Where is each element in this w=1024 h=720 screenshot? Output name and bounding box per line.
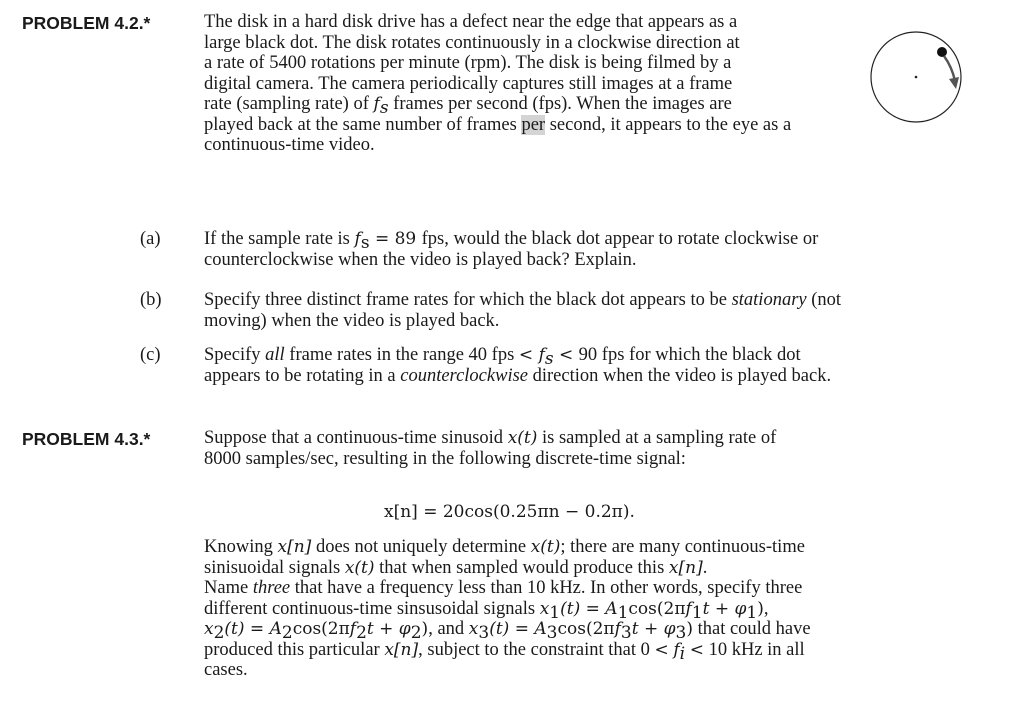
discrete-signal-equation: x[n] = 20cos(0.25πn − 0.2π). xyxy=(384,502,635,522)
rotation-arrow-icon xyxy=(949,77,959,89)
intro-line-3: a rate of 5400 rotations per minute (rpm). The disk is being filmed by a xyxy=(204,53,732,73)
intro-line-2: large black dot. The disk rotates continuously in a clockwise direction at xyxy=(204,32,740,53)
item-a-text: If the sample rate is $f_s = 89$ fps, would the black dot appear to rotate clockwise or counterclockwise when the video is played back? Explain. xyxy=(204,229,819,270)
intro-line-1: The disk in a hard disk drive has a defect near the edge that appears as a xyxy=(204,12,738,32)
intro-line-5: rate (sampling rate) of $f_s$ frames per second (fps). When the images are xyxy=(204,94,732,118)
intro-line-4: digital camera. The camera periodically captures still images at a frame xyxy=(204,73,733,94)
problem-4-3-intro: Suppose that a continuous-time sinusoid x(t) is sampled at a sampling rate of 8000 samples/sec, resulting in the following discrete-time signal: xyxy=(204,428,777,469)
item-c-text: Specify all frame rates in the range 40 fps < $f_s < 90$ fps for which the black dot appears to be rotating in a counterclockwise direction when the video is played back. xyxy=(204,345,832,386)
item-c-letter: (c) xyxy=(140,345,161,365)
defect-black-dot xyxy=(937,47,947,57)
item-b-letter: (b) xyxy=(140,290,162,310)
highlighted-word: per xyxy=(521,114,546,135)
item-a-letter: (a) xyxy=(140,229,161,249)
intro-line-7: continuous-time video. xyxy=(204,135,375,155)
problem-4-3-body: Knowing x[n] does not uniquely determine x(t); there are many continuous-time sinisuoidal signals x(t) that when sampled would produce this x[n]. Name three that have a frequency less than 10 kHz. In other words, specify three different continuous-time sinsusoidal signals $x_1(t) = A_1\cos(2\pi f_1t + \varphi_1)$, $x_2(t) = A_2\cos(2\pi f_2t + \varphi_2)$, and $x_3(t) = A_3\cos(2\pi f_3t + \varphi_3)$ that could have produced this particular x[n], subject to the constraint that $0 < f_i < 10$ kHz in all cases. xyxy=(204,537,811,680)
problem-4-2-label: PROBLEM 4.2.* xyxy=(22,13,151,33)
item-b-text: Specify three distinct frame rates for which the black dot appears to be stationary (not moving) when the video is played back. xyxy=(204,290,842,331)
intro-line-6: played back at the same number of frames per second, it appears to the eye as a xyxy=(204,114,792,135)
problem-4-2-intro xyxy=(204,12,791,156)
rotating-disk-figure xyxy=(862,27,972,127)
disk-center-dot xyxy=(915,76,918,79)
problem-4-3-label: PROBLEM 4.3.* xyxy=(22,429,151,449)
rotation-arrow-shaft xyxy=(944,56,955,81)
